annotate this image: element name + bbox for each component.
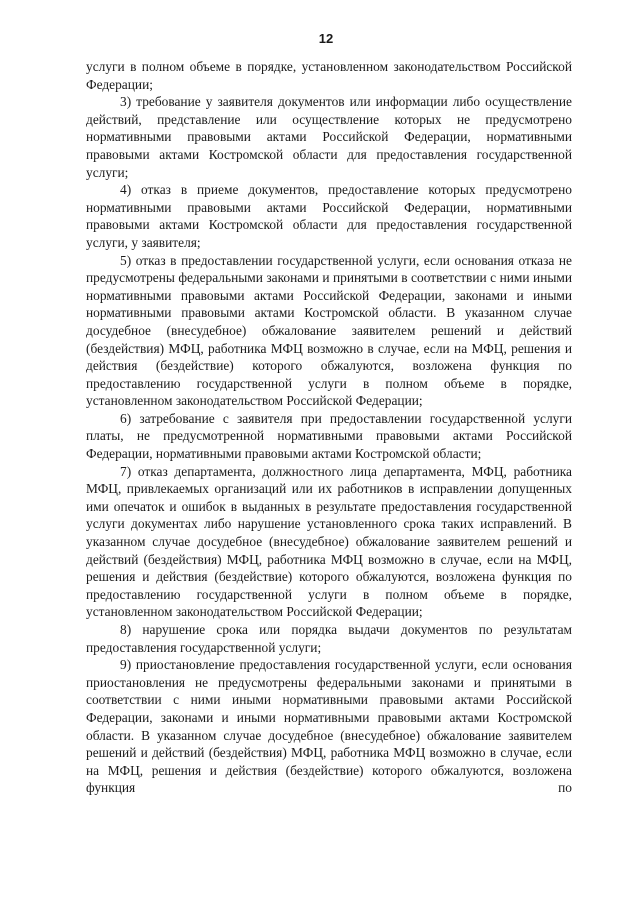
paragraph-continuation: услуги в полном объеме в порядке, установленном законодательством Российской Федерации; bbox=[86, 59, 572, 92]
page-number: 12 bbox=[318, 31, 334, 46]
paragraph-item-6: 6) затребование с заявителя при предоставлении государственной услуги платы, не предусмотренной нормативными правовыми актами Российской Федерации, нормативными правовыми актами Костромской области; bbox=[86, 410, 572, 462]
paragraph-item-8: 8) нарушение срока или порядка выдачи документов по результатам предоставления государственной услуги; bbox=[86, 622, 572, 655]
paragraph-item-9: 9) приостановление предоставления государственной услуги, если основания приостановления не предусмотрены федеральными законами и принятыми в соответствии с ними иными нормативными правовыми актами Российской Федерации, законами и иными нормативными правовыми актами Костромской области. В указанном случае досудебное (внесудебное) обжалование заявителем решений и действий (бездействия) МФЦ, работника МФЦ возможно в случае, если на МФЦ, решения и действия (бездействие) которого обжалуются, возложена функция по bbox=[86, 657, 572, 796]
paragraph-item-7: 7) отказ департамента, должностного лица департамента, МФЦ, работника МФЦ, привлекаемых организаций или их работников в исправлении допущенных ими опечаток и ошибок в выданных в результате предоставления государственной услуги документах либо нарушение установленного срока таких исправлений. В указанном случае досудебное (внесудебное) обжалование заявителем решений и действий (бездействия) МФЦ, работника МФЦ возможно в случае, если на МФЦ, решения и действия (бездействие) которого обжалуются, возложена функция по предоставлению государственной услуги в полном объеме в порядке, установленном законодательством Российской Федерации; bbox=[86, 463, 572, 620]
document-body bbox=[86, 58, 572, 797]
paragraph-item-4: 4) отказ в приеме документов, предоставление которых предусмотрено нормативными правовыми актами Российской Федерации, нормативными правовыми актами Костромской области для предоставления государственной услуги, у заявителя; bbox=[86, 182, 572, 250]
paragraph-item-3: 3) требование у заявителя документов или информации либо осуществление действий, представление или осуществление которых не предусмотрено нормативными правовыми актами Российской Федерации, нормативными правовыми актами Костромской области для предоставления государственной услуги; bbox=[86, 94, 572, 180]
paragraph-item-5: 5) отказ в предоставлении государственной услуги, если основания отказа не предусмотрены федеральными законами и принятыми в соответствии с ними иными нормативными правовыми актами Российской Федерации, законами и иными нормативными правовыми актами Костромской области. В указанном случае досудебное (внесудебное) обжалование заявителем решений и действий (бездействия) МФЦ, работника МФЦ возможно в случае, если на МФЦ, решения и действия (бездействие) которого обжалуются, возложена функция по предоставлению государственной услуги в полном объеме в порядке, установленном законодательством Российской Федерации; bbox=[86, 252, 572, 409]
